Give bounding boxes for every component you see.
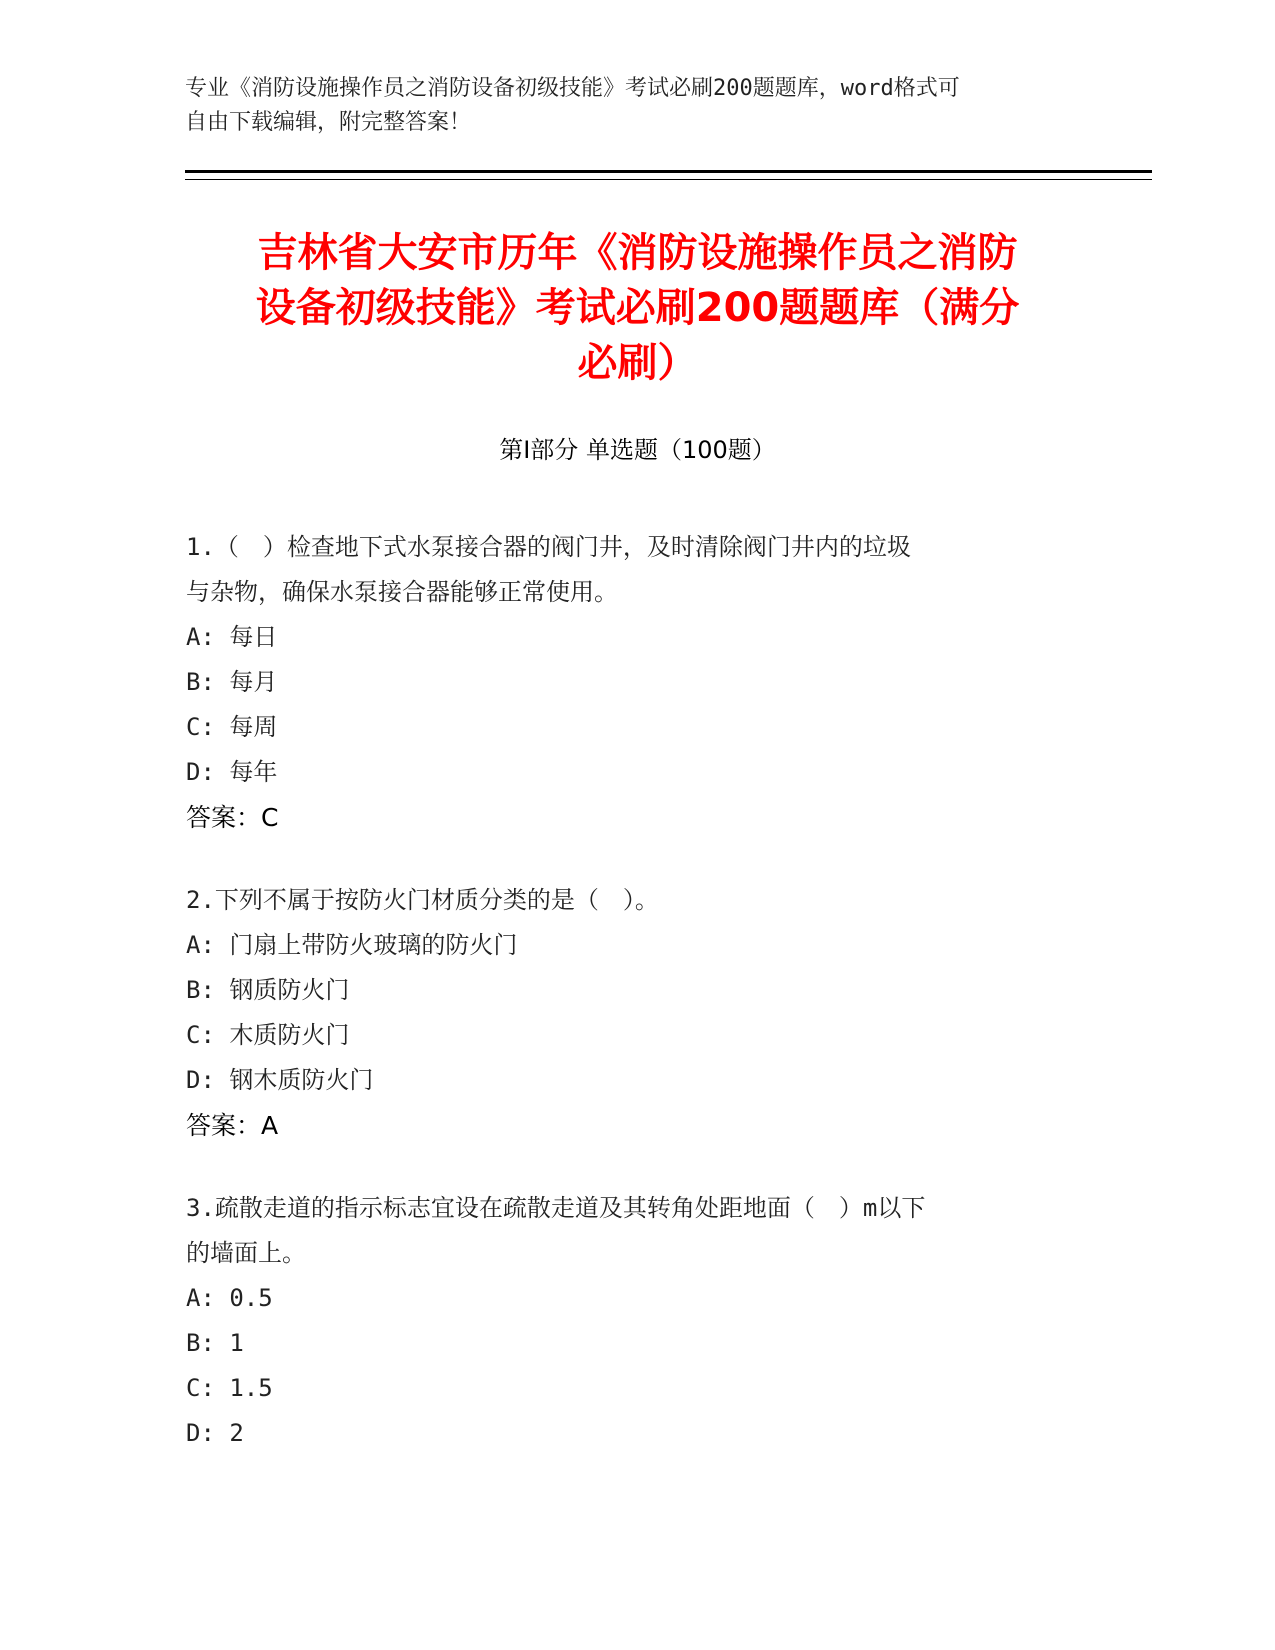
question-3 xyxy=(186,1186,1086,1456)
question-list xyxy=(186,525,1086,1456)
option-d: D: 2 xyxy=(186,1419,244,1447)
option-b: B: 每月 xyxy=(186,668,278,696)
option-a: A: 门扇上带防火玻璃的防火门 xyxy=(186,931,518,959)
question-2 xyxy=(186,878,1086,1148)
document-title xyxy=(160,226,1115,391)
document-title-line-1: 吉林省大安市历年《消防设施操作员之消防 xyxy=(257,230,1018,276)
option-c: C: 木质防火门 xyxy=(186,1021,350,1049)
question-1 xyxy=(186,525,1086,840)
option-a: A: 每日 xyxy=(186,623,278,651)
option-b: B: 钢质防火门 xyxy=(186,976,350,1004)
option-c: C: 1.5 xyxy=(186,1374,273,1402)
option-b: B: 1 xyxy=(186,1329,244,1357)
header-note-line-1: 专业《消防设施操作员之消防设备初级技能》考试必刷200题题库，word格式可 xyxy=(185,76,960,101)
section-title: 第Ⅰ部分 单选题（100题） xyxy=(499,436,776,464)
question-text-line: 3.疏散走道的指示标志宜设在疏散走道及其转角处距地面（ ）m以下 xyxy=(186,1194,926,1222)
answer: 答案：C xyxy=(186,803,279,832)
question-text-line: 的墙面上。 xyxy=(186,1239,306,1267)
question-text-line: 与杂物，确保水泵接合器能够正常使用。 xyxy=(186,578,618,606)
header-rule-thick xyxy=(185,170,1152,173)
question-text-line: 2.下列不属于按防火门材质分类的是（ ）。 xyxy=(186,886,659,914)
answer: 答案：A xyxy=(186,1111,279,1140)
document-title-line-2: 设备初级技能》考试必刷200题题库（满分 xyxy=(255,285,1020,331)
header-note xyxy=(185,72,1065,140)
document-title-line-3: 必刷） xyxy=(577,340,698,386)
header-rule-thin xyxy=(185,179,1152,180)
option-d: D: 每年 xyxy=(186,758,278,786)
option-a: A: 0.5 xyxy=(186,1284,273,1312)
header-note-line-2: 自由下载编辑，附完整答案！ xyxy=(185,110,472,135)
question-text-line: 1.（ ）检查地下式水泵接合器的阀门井，及时清除阀门井内的垃圾 xyxy=(186,533,911,561)
option-d: D: 钢木质防火门 xyxy=(186,1066,374,1094)
option-c: C: 每周 xyxy=(186,713,278,741)
